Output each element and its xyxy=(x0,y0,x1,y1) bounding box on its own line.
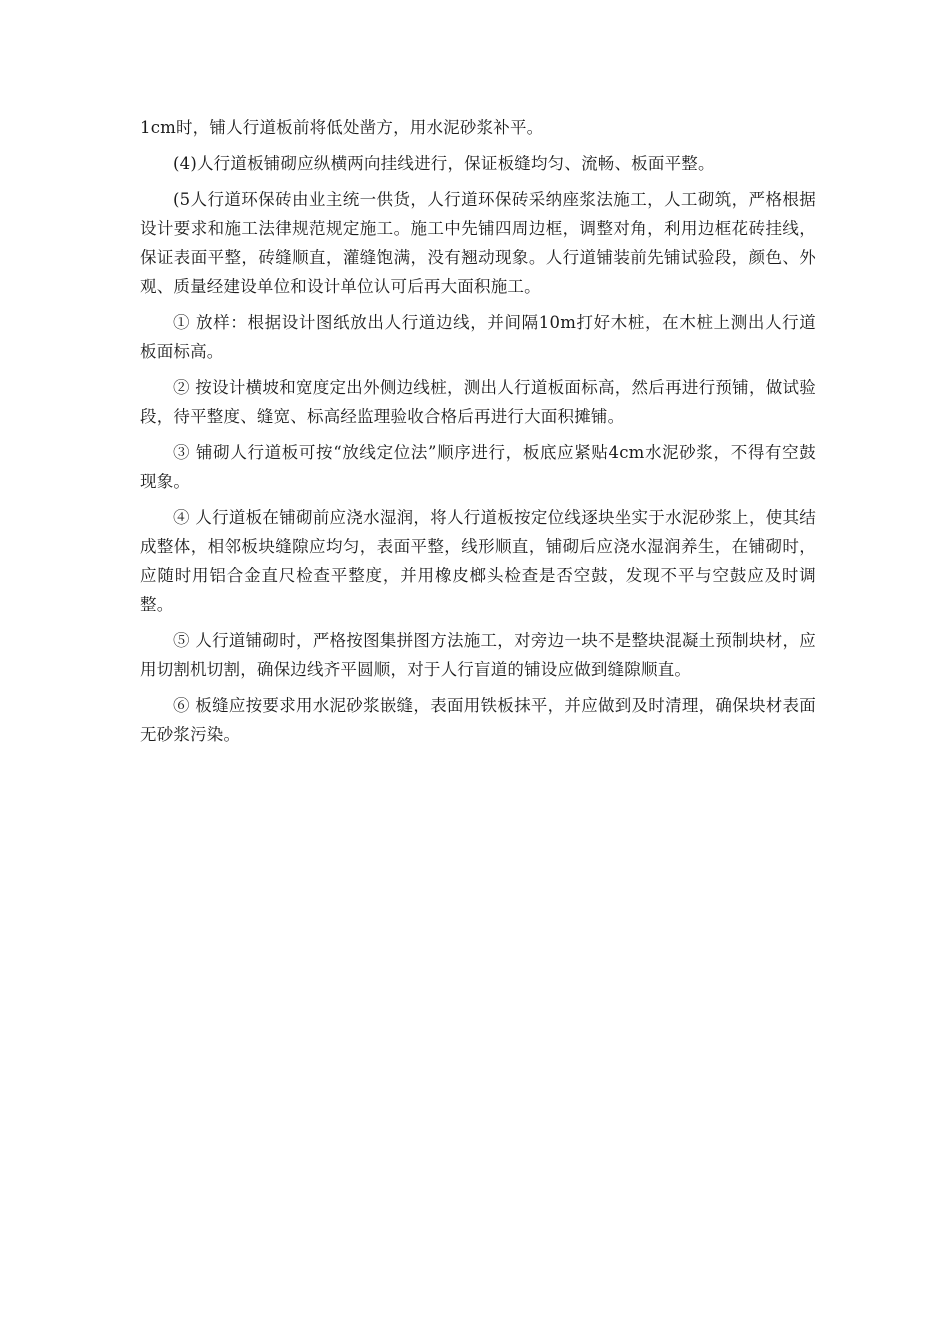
paragraph-1: 1cm时，铺人行道板前将低处凿方，用水泥砂浆补平。 xyxy=(140,118,544,137)
paragraph-9: ⑥ 板缝应按要求用水泥砂浆嵌缝，表面用铁板抹平，并应做到及时清理，确保块材表面无砂浆污染。 xyxy=(140,696,816,744)
paragraph-5: ② 按设计横坡和宽度定出外侧边线桩，测出人行道板面标高，然后再进行预铺，做试验段，待平整度、缝宽、标高经监理验收合格后再进行大面积摊铺。 xyxy=(140,378,816,426)
paragraph-6: ③ 铺砌人行道板可按“放线定位法”顺序进行，板底应紧贴4cm水泥砂浆，不得有空鼓现象。 xyxy=(140,443,816,491)
paragraph-8: ⑤ 人行道铺砌时，严格按图集拼图方法施工，对旁边一块不是整块混凝土预制块材，应用切割机切割，确保边线齐平圆顺，对于人行盲道的铺设应做到缝隙顺直。 xyxy=(140,631,816,679)
document-body xyxy=(140,113,816,756)
paragraph-2: (4)人行道板铺砌应纵横两向挂线进行，保证板缝均匀、流畅、板面平整。 xyxy=(173,154,715,173)
paragraph-4: ① 放样：根据设计图纸放出人行道边线，并间隔10m打好木桩，在木桩上测出人行道板面标高。 xyxy=(140,313,816,361)
paragraph-7: ④ 人行道板在铺砌前应浇水湿润，将人行道板按定位线逐块坐实于水泥砂浆上，使其结成整体，相邻板块缝隙应均匀，表面平整，线形顺直，铺砌后应浇水湿润养生，在铺砌时，应随时用铝合金直尺检查平整度，并用橡皮榔头检查是否空鼓，发现不平与空鼓应及时调整。 xyxy=(140,508,816,614)
paragraph-3: (5人行道环保砖由业主统一供货，人行道环保砖采纳座浆法施工，人工砌筑，严格根据设计要求和施工法律规范规定施工。施工中先铺四周边框，调整对角，利用边框花砖挂线，保证表面平整，砖缝顺直，灌缝饱满，没有翘动现象。人行道铺装前先铺试验段，颜色、外观、质量经建设单位和设计单位认可后再大面积施工。 xyxy=(140,190,816,296)
